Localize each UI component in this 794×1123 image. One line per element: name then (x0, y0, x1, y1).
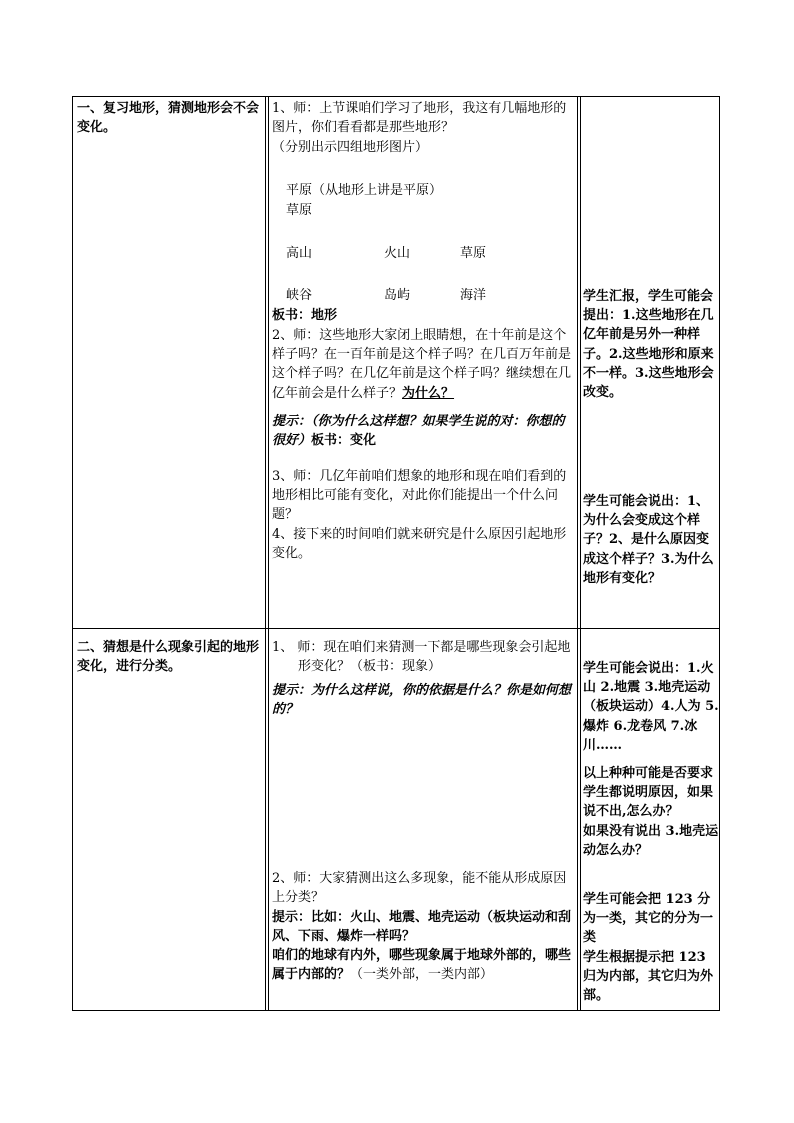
lesson-table (72, 96, 720, 1011)
board-note-terrain: 板书：地形 (272, 308, 338, 323)
section1-student-s1: 学生汇报，学生可能会提出：1.这些地形在几亿年前是另外一种样子。2.这些地形和原来不一样。3.这些地形会改变。 (583, 289, 714, 401)
image-caption-plain: 平原（从地形上讲是平原） (286, 183, 443, 198)
section2-teacher-p1: 1、 师：现在咱们来猜测一下都是哪些现象会引起地形变化？（板书：现象） (272, 640, 571, 675)
section2-student-s5: 学生根据提示把 123 归为内部，其它归为外部。 (583, 950, 714, 1004)
section1-teacher-p2: 2、师：这些地形大家闭上眼睛想，在十年前是这个样子吗？在一百年前是这个样子吗？在几百万年前是这个样子吗？在几亿年前是这个样子吗？继续想在几亿年前会是什么样子？为什么？ (272, 328, 572, 401)
section2-student-s2: 以上种种可能是否要求学生都说明原因，如果说不出,怎么办？ (583, 766, 714, 820)
image-caption: 海洋 (460, 288, 487, 303)
column-divider (265, 97, 266, 1010)
section1-teacher-p1-note: （分别出示四组地形图片） (272, 140, 429, 155)
column-divider (268, 97, 269, 1010)
section2-heading: 二、猜想是什么现象引起的地形变化，进行分类。 (77, 640, 260, 675)
section2-teacher-p2: 2、师：大家猜测出这么多现象，能不能从形成原因上分类？ (272, 871, 567, 906)
section1-teacher-p3: 3、师：几亿年前咱们想象的地形和现在咱们看到的地形相比可能有变化，对此你们能提出一个什么问题？ (272, 469, 567, 523)
section2-hint1: 提示：为什么这样说，你的依据是什么？你是如何想的？ (272, 683, 572, 718)
image-caption: 火山 (384, 246, 411, 261)
hint-text: 提示：（你为什么这样想？如果学生说的对：你想的很好） (272, 414, 565, 449)
section1-heading: 一、复习地形，猜测地形会不会变化。 (77, 101, 260, 136)
image-caption-grassland: 草原 (286, 203, 313, 218)
row-divider (73, 628, 719, 629)
section1-teacher-p1: 1、师：上节课咱们学习了地形，我这有几幅地形的图片，你们看看都是那些地形？ (272, 101, 567, 136)
section2-student-s4: 学生可能会把 123 分为一类，其它的分为一类 (583, 892, 714, 946)
column-divider (577, 97, 578, 1010)
image-caption: 高山 (286, 246, 313, 261)
section1-hint (272, 412, 574, 450)
section2-hint2: 提示：比如：火山、地震、地壳运动（板块运动和刮风、下雨、爆炸一样吗？ (272, 910, 572, 945)
image-caption: 岛屿 (384, 288, 411, 303)
section2-student-s3: 如果没有说出 3.地壳运动怎么办？ (583, 824, 719, 859)
why-question: 为什么？ (402, 385, 455, 401)
column-divider (580, 97, 581, 1010)
image-caption: 草原 (460, 246, 487, 261)
image-caption: 峡谷 (286, 288, 313, 303)
section1-student-s2: 学生可能会说出：1、为什么会变成这个样子？2、是什么原因变成这个样子？3.为什么地形有变化？ (583, 494, 714, 586)
board-note-change: 板书：变化 (311, 433, 377, 449)
section1-teacher-p4: 4、接下来的时间咱们就来研究是什么原因引起地形变化。 (272, 527, 567, 562)
section2-question: 咱们的地球有内外，哪些现象属于地球外部的，哪些属于内部的？（一类外部，一类内部） (272, 948, 572, 983)
section2-student-s1: 学生可能会说出：1.火山 2.地震 3.地壳运动（板块运动）4.人为 5.爆炸 6.龙卷风 7.冰川…… (583, 661, 719, 753)
